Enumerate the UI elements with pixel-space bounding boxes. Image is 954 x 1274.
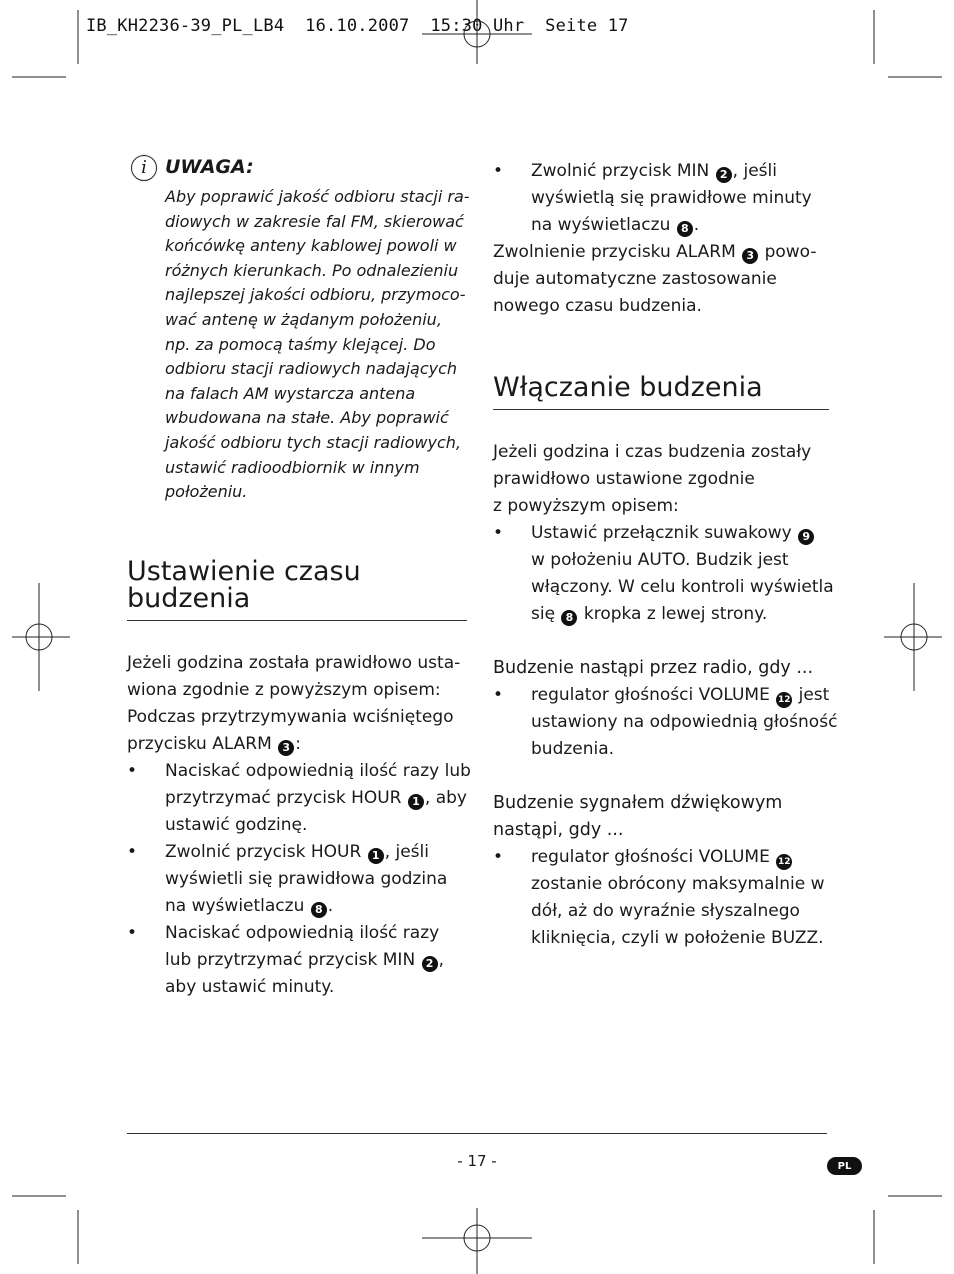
list-item xyxy=(493,520,834,628)
paragraph-line: Jeżeli godzina została prawidłowo usta- xyxy=(127,652,461,673)
enable-intro xyxy=(493,439,829,520)
text: Ustawić przełącznik suwakowy xyxy=(531,523,798,543)
note-line: ustawić radioodbiornik w innym xyxy=(165,457,420,477)
list-item xyxy=(127,839,467,920)
text: na wyświetlaczu xyxy=(165,895,310,916)
paragraph-line xyxy=(493,239,829,266)
list-line: dół, aż do wyraźnie słyszalnego xyxy=(531,901,800,921)
number-badge: 3 xyxy=(278,740,294,756)
paragraph-line: nowego czasu budzenia. xyxy=(493,296,702,316)
list-line xyxy=(165,785,467,812)
note-line: różnych kierunkach. Po odnalezieniu xyxy=(165,260,459,280)
note-line: diowych w zakresie fal FM, skierować xyxy=(165,211,464,231)
registration-mark-bottom xyxy=(422,1204,532,1274)
text: . xyxy=(693,215,700,235)
list-line: włączony. W celu kontroli wyświetla xyxy=(531,577,834,597)
paragraph-line: duje automatyczne zastosowanie xyxy=(493,269,777,289)
note-line: najlepszej jakości odbioru, przymoco- xyxy=(165,285,466,305)
subheading-buzz xyxy=(493,790,829,844)
note-line: jakość odbioru tych stacji radiowych, xyxy=(165,432,461,452)
list-line xyxy=(165,947,467,974)
note-line: końcówkę anteny kablowej powoli w xyxy=(165,236,457,256)
alarm-apply-paragraph xyxy=(493,239,829,320)
subheading-line: Budzenie sygnałem dźwiękowym xyxy=(493,793,783,813)
list-line xyxy=(531,158,829,185)
note-line: wać antenę w żądanym położeniu, xyxy=(165,309,442,329)
language-badge: PL xyxy=(827,1157,862,1175)
text: przycisku ALARM xyxy=(127,733,278,754)
note-title: UWAGA: xyxy=(165,156,254,178)
number-badge: 1 xyxy=(408,794,424,810)
subheading-radio xyxy=(493,655,829,682)
list-line xyxy=(531,844,829,871)
number-badge: 8 xyxy=(677,221,693,237)
note-text xyxy=(165,185,470,505)
text: Zwolnić przycisk MIN xyxy=(531,161,715,181)
list-line: budzenia. xyxy=(531,739,615,759)
text: jest xyxy=(793,685,830,705)
heading-line: Ustawienie czasu xyxy=(127,555,361,587)
list-line xyxy=(531,601,829,628)
registration-mark-left xyxy=(4,583,74,693)
right-column xyxy=(493,158,838,952)
note-line: położeniu. xyxy=(165,482,248,502)
list-line: wyświetlą się prawidłowe minuty xyxy=(531,188,812,208)
footer-rule xyxy=(127,1133,827,1134)
note-line: np. za pomocą taśmy klejącej. Do xyxy=(165,334,436,354)
text: przytrzymać przycisk HOUR xyxy=(165,787,407,808)
number-badge: 2 xyxy=(716,167,732,183)
list-item xyxy=(493,682,838,763)
note-line: Aby poprawić jakość odbioru stacji ra- xyxy=(165,187,470,206)
number-badge: 12 xyxy=(776,854,792,870)
list-line: ustawić godzinę. xyxy=(165,814,308,835)
text: regulator głośności VOLUME xyxy=(531,847,776,867)
text: lub przytrzymać przycisk MIN xyxy=(165,949,421,970)
text: , jeśli xyxy=(384,841,429,862)
list-line xyxy=(165,893,467,920)
registration-mark-right xyxy=(880,583,950,693)
paragraph-line xyxy=(127,731,467,758)
list-item xyxy=(127,758,471,839)
note-line: wbudowana na stałe. Aby poprawić xyxy=(165,408,449,428)
text: kropka z lewej strony. xyxy=(578,604,768,624)
heading-line: budzenia xyxy=(127,582,251,614)
list-line xyxy=(531,682,829,709)
list-line xyxy=(165,839,467,866)
number-badge: 8 xyxy=(561,610,577,626)
number-badge: 1 xyxy=(368,848,384,864)
note-line: na falach AM wystarcza antena xyxy=(165,383,416,403)
page-number: - 17 - xyxy=(457,1152,497,1170)
text: : xyxy=(295,733,301,754)
list-line: w położeniu AUTO. Budzik jest xyxy=(531,550,789,570)
number-badge: 2 xyxy=(422,956,438,972)
paragraph-line: wiona zgodnie z powyższym opisem: xyxy=(127,679,441,700)
paragraph-line: z powyższym opisem: xyxy=(493,496,679,516)
text: powo- xyxy=(759,242,817,262)
text: . xyxy=(327,895,334,916)
text: się xyxy=(531,604,561,624)
left-column xyxy=(127,154,471,1001)
alarm-time-intro xyxy=(127,650,467,758)
list-line: aby ustawić minuty. xyxy=(165,976,335,997)
paragraph-line: Jeżeli godzina i czas budzenia zostały xyxy=(493,442,812,462)
text: Zwolnienie przycisku ALARM xyxy=(493,242,742,262)
section-heading-alarm-time xyxy=(127,555,467,621)
list-line: zostanie obrócony maksymalnie w xyxy=(531,874,825,894)
list-line xyxy=(531,212,829,239)
text: , aby xyxy=(424,787,467,808)
list-item xyxy=(493,844,829,952)
subheading-line: nastąpi, gdy ... xyxy=(493,820,624,840)
number-badge: 12 xyxy=(776,692,792,708)
info-icon: i xyxy=(131,155,157,181)
paragraph-line: prawidłowo ustawione zgodnie xyxy=(493,469,755,489)
number-badge: 8 xyxy=(311,902,327,918)
number-badge: 9 xyxy=(798,529,814,545)
list-item xyxy=(493,158,829,239)
list-line: • Naciskać odpowiednią ilość razy lub xyxy=(165,760,471,781)
list-line: wyświetli się prawidłowa godzina xyxy=(165,868,448,889)
list-line: • Naciskać odpowiednią ilość razy xyxy=(165,922,440,943)
registration-mark-top xyxy=(422,0,532,70)
list-line xyxy=(531,520,829,547)
note-header xyxy=(131,154,467,181)
text: , xyxy=(438,949,444,970)
section-heading-enable-alarm: Włączanie budzenia xyxy=(493,374,829,410)
paragraph-line: Podczas przytrzymywania wciśniętego xyxy=(127,706,454,727)
text: regulator głośności VOLUME xyxy=(531,685,776,705)
list-item xyxy=(127,920,467,1001)
list-line: ustawiony na odpowiednią głośność xyxy=(531,712,838,732)
print-slug: IB_KH2236-39_PL_LB4 16.10.2007 15:30 Uhr Seite 17 xyxy=(86,16,629,36)
note-line: odbioru stacji radiowych nadających xyxy=(165,359,458,379)
text: Zwolnić przycisk HOUR xyxy=(165,841,367,862)
text: na wyświetlaczu xyxy=(531,215,676,235)
text: , jeśli xyxy=(732,161,777,181)
subheading-line: Budzenie nastąpi przez radio, gdy ... xyxy=(493,658,814,678)
number-badge: 3 xyxy=(742,248,758,264)
list-line: kliknięcia, czyli w położenie BUZZ. xyxy=(531,928,824,948)
